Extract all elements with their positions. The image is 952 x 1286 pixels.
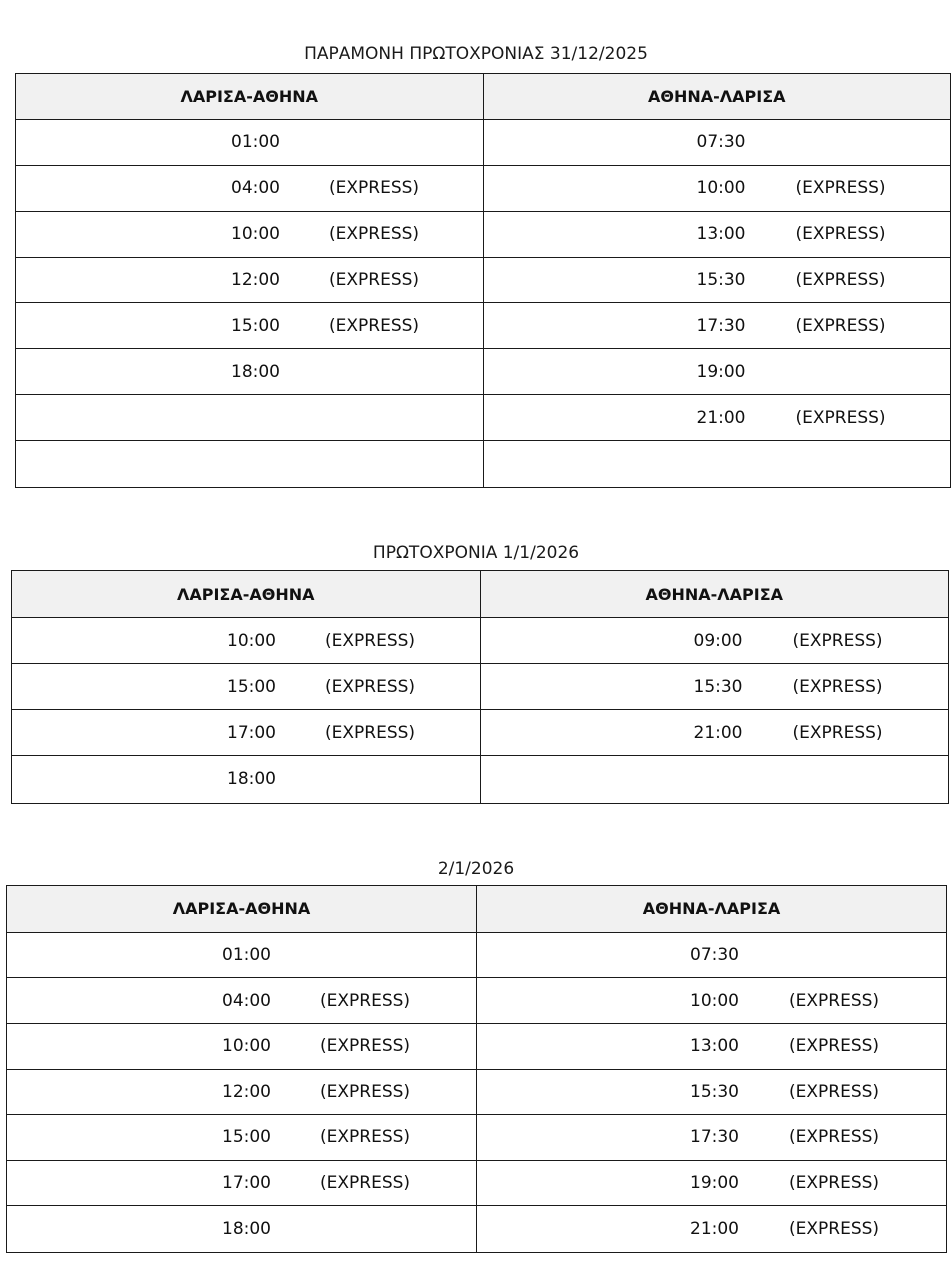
table-row [484, 258, 951, 304]
table-row [484, 349, 951, 395]
departure-time: 04:00 [231, 178, 280, 199]
express-label: (EXPRESS) [325, 676, 416, 697]
section-title: 2/1/2026 [437, 859, 515, 879]
table-row [7, 1206, 476, 1252]
departure-time: 10:00 [690, 990, 739, 1011]
departure-time: 17:30 [690, 1127, 739, 1148]
departure-time: 15:00 [222, 1127, 271, 1148]
timetable [15, 73, 951, 488]
table-row [16, 120, 483, 166]
timetable [6, 885, 947, 1253]
departure-time: 10:00 [222, 1036, 271, 1057]
departure-time: 15:00 [231, 315, 280, 336]
table-row [16, 303, 483, 349]
express-label: (EXPRESS) [789, 1036, 880, 1057]
express-label: (EXPRESS) [325, 722, 416, 743]
express-label: (EXPRESS) [320, 1173, 411, 1194]
departure-time: 01:00 [231, 132, 280, 153]
express-label: (EXPRESS) [789, 1127, 880, 1148]
table-row [16, 258, 483, 304]
departure-time: 17:30 [696, 315, 746, 336]
departure-time: 09:00 [693, 630, 743, 651]
departure-time: 21:00 [696, 407, 746, 428]
table-row [484, 395, 951, 441]
express-label: (EXPRESS) [789, 1081, 880, 1102]
column-header: ΛΑΡΙΣΑ-ΑΘΗΝΑ [16, 74, 483, 120]
departure-time: 19:00 [690, 1173, 739, 1194]
column-header: ΛΑΡΙΣΑ-ΑΘΗΝΑ [7, 886, 476, 933]
express-label: (EXPRESS) [789, 1219, 880, 1240]
express-label: (EXPRESS) [329, 270, 420, 290]
table-row [16, 441, 483, 487]
table-row [12, 710, 480, 756]
table-row [7, 1024, 476, 1070]
express-label: (EXPRESS) [320, 1036, 411, 1057]
express-label: (EXPRESS) [792, 676, 883, 697]
column-larisa-athina [12, 571, 481, 803]
departure-time: 17:00 [227, 722, 276, 743]
departure-time: 07:30 [696, 132, 746, 153]
table-row [12, 756, 480, 802]
express-label: (EXPRESS) [325, 630, 416, 651]
departure-time: 17:00 [222, 1173, 271, 1194]
table-row [12, 618, 480, 664]
table-row [481, 664, 949, 710]
express-label: (EXPRESS) [792, 722, 883, 743]
departure-time: 15:00 [227, 676, 276, 697]
express-label: (EXPRESS) [795, 407, 886, 428]
express-label: (EXPRESS) [320, 1127, 411, 1148]
table-row [477, 978, 946, 1024]
express-label: (EXPRESS) [320, 990, 411, 1011]
express-label: (EXPRESS) [329, 224, 420, 245]
table-row [7, 1070, 476, 1116]
departure-time: 10:00 [696, 178, 746, 199]
departure-time: 18:00 [227, 769, 276, 789]
table-row [481, 618, 949, 664]
departure-time: 18:00 [231, 361, 280, 382]
table-row [7, 1115, 476, 1161]
departure-time: 21:00 [690, 1219, 739, 1240]
table-row [481, 710, 949, 756]
table-row [484, 166, 951, 212]
express-label: (EXPRESS) [329, 315, 420, 336]
section-title: ΠΡΩΤΟΧΡΟΝΙΑ 1/1/2026 [372, 543, 580, 563]
table-row [7, 1161, 476, 1207]
departure-time: 21:00 [693, 722, 743, 743]
column-athina-larisa [484, 74, 951, 487]
departure-time: 10:00 [231, 224, 280, 245]
table-row [477, 933, 946, 979]
table-row [481, 756, 949, 802]
table-row [16, 166, 483, 212]
column-header: ΑΘΗΝΑ-ΛΑΡΙΣΑ [477, 886, 946, 933]
table-row [484, 120, 951, 166]
table-row [16, 395, 483, 441]
table-row [484, 212, 951, 258]
express-label: (EXPRESS) [795, 270, 886, 290]
departure-time: 12:00 [222, 1081, 271, 1102]
departure-time: 13:00 [690, 1036, 739, 1057]
departure-time: 15:30 [696, 270, 746, 290]
departure-time: 15:30 [693, 676, 743, 697]
column-header: ΑΘΗΝΑ-ΛΑΡΙΣΑ [484, 74, 951, 120]
express-label: (EXPRESS) [795, 178, 886, 199]
express-label: (EXPRESS) [789, 1173, 880, 1194]
column-header: ΛΑΡΙΣΑ-ΑΘΗΝΑ [12, 571, 480, 618]
express-label: (EXPRESS) [795, 315, 886, 336]
departure-time: 19:00 [696, 361, 746, 382]
column-larisa-athina [7, 886, 477, 1252]
departure-time: 04:00 [222, 990, 271, 1011]
departure-time: 12:00 [231, 270, 280, 290]
table-row [477, 1161, 946, 1207]
column-header: ΑΘΗΝΑ-ΛΑΡΙΣΑ [481, 571, 949, 618]
departure-time: 13:00 [696, 224, 746, 245]
table-row [16, 212, 483, 258]
table-row [16, 349, 483, 395]
table-row [477, 1206, 946, 1252]
express-label: (EXPRESS) [795, 224, 886, 245]
departure-time: 10:00 [227, 630, 276, 651]
express-label: (EXPRESS) [329, 178, 420, 199]
column-athina-larisa [477, 886, 946, 1252]
column-athina-larisa [481, 571, 949, 803]
departure-time: 18:00 [222, 1219, 271, 1240]
timetable [11, 570, 949, 804]
table-row [477, 1024, 946, 1070]
table-row [484, 441, 951, 487]
table-row [477, 1070, 946, 1116]
table-row [484, 303, 951, 349]
table-row [7, 978, 476, 1024]
table-row [7, 933, 476, 979]
column-larisa-athina [16, 74, 484, 487]
express-label: (EXPRESS) [789, 990, 880, 1011]
departure-time: 15:30 [690, 1081, 739, 1102]
departure-time: 07:30 [690, 944, 739, 965]
table-row [477, 1115, 946, 1161]
departure-time: 01:00 [222, 944, 271, 965]
section-title: ΠΑΡΑΜΟΝΗ ΠΡΩΤΟΧΡΟΝΙΑΣ 31/12/2025 [304, 44, 648, 64]
table-row [12, 664, 480, 710]
express-label: (EXPRESS) [320, 1081, 411, 1102]
express-label: (EXPRESS) [792, 630, 883, 651]
